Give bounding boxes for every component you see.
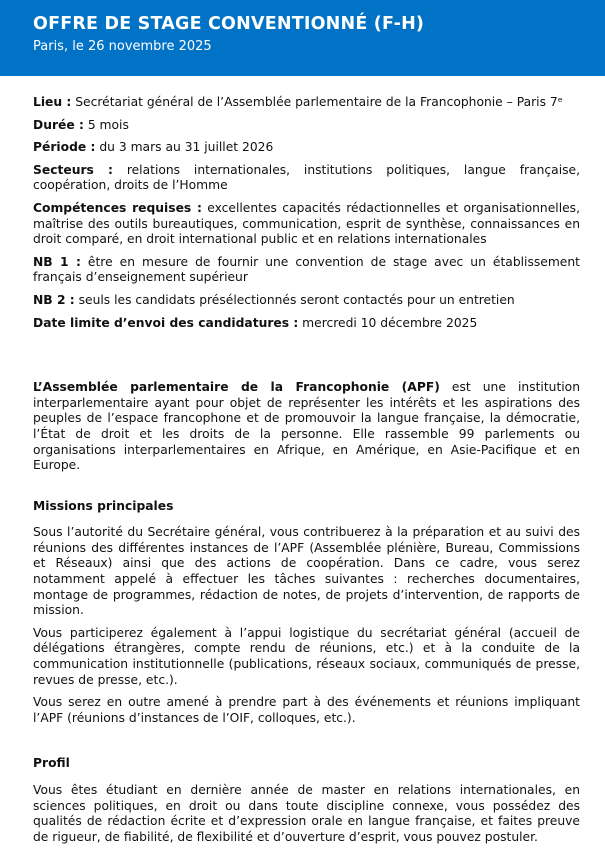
detail-nb2 <box>33 293 580 309</box>
missions-paragraph: Vous participerez également à l’appui logistique du secrétariat général (accueil de délégations étrangères, compte rendu de réunions, etc.) et à la conduite de la communication institutionnelle (publications, réseaux sociaux, communiqués de presse, revues de presse, etc.). <box>33 625 580 687</box>
missions-paragraph: Sous l’autorité du Secrétaire général, vous contribuerez à la préparation et au suivi des réunions des différentes instances de l’APF (Assemblée plénière, Bureau, Commissions et Réseaux) ainsi que des actions de coopération. Dans ce cadre, vous serez notamment appelé à effectuer les tâches suivantes : recherches documentaires, montage de programmes, rédaction de notes, de projets d’intervention, de rapports de mission. <box>33 525 580 618</box>
detail-value: être en mesure de fournir une convention de stage avec un établissement français d’enseignement supérieur <box>33 254 580 285</box>
detail-nb1 <box>33 255 580 286</box>
missions-paragraph: Vous serez en outre amené à prendre part à des événements et réunions impliquant l’APF (réunions d’instances de l’OIF, colloques, etc.). <box>33 695 580 725</box>
detail-competences <box>33 201 580 248</box>
profil-heading: Profil <box>33 756 70 771</box>
detail-value: du 3 mars au 31 juillet 2026 <box>95 140 274 155</box>
apf-text: est une institution interparlementaire ayant pour objet de représenter les intérêts et les aspirations des peuples de l’espace francophone et de promouvoir la langue française, la démocratie, l’État de droit et les droits de la personne. Elle rassemble 99 parlements ou organisations interparlementaires en Afrique, en Amérique, en Asie-Pacifique et en Europe. <box>33 380 580 473</box>
document-body <box>33 95 580 852</box>
detail-secteurs <box>33 163 580 194</box>
detail-value: excellentes capacités rédactionnelles et organisationnelles, maîtrise des outils bureautiques, communication, esprit de synthèse, connaissances en droit comparé, en droit international public et en relations internationales <box>33 200 581 247</box>
detail-value: mercredi 10 décembre 2025 <box>298 315 478 330</box>
detail-lieu <box>33 95 580 111</box>
detail-label: Période : <box>33 140 96 155</box>
detail-value: relations internationales, institutions politiques, langue française, coopération, droits de l’Homme <box>33 162 580 193</box>
detail-label: Date limite d’envoi des candidatures : <box>33 315 299 330</box>
page-title: OFFRE DE STAGE CONVENTIONNÉ (F-H) <box>33 14 425 34</box>
detail-value: seuls les candidats présélectionnés seront contactés pour un entretien <box>74 292 515 307</box>
detail-label: Durée : <box>33 117 84 132</box>
detail-value: 5 mois <box>83 117 129 132</box>
detail-label: Lieu : <box>33 95 72 109</box>
detail-label: Compétences requises : <box>33 200 202 215</box>
header-banner <box>0 0 605 76</box>
detail-date-limite <box>33 316 580 332</box>
detail-label: Secteurs : <box>33 162 113 177</box>
detail-label: NB 2 : <box>33 292 75 307</box>
detail-value: Secrétariat général de l’Assemblée parlementaire de la Francophonie – Paris 7ᵉ <box>71 95 563 109</box>
detail-periode <box>33 140 580 156</box>
detail-label: NB 1 : <box>33 254 81 269</box>
apf-name: L’Assemblée parlementaire de la Francophonie (APF) <box>33 380 440 395</box>
detail-duree <box>33 118 580 134</box>
apf-description <box>33 380 580 474</box>
page-date: Paris, le 26 novembre 2025 <box>33 39 212 54</box>
profil-paragraph: Vous êtes étudiant en dernière année de master en relations internationales, en sciences politiques, en droit ou dans toute discipline connexe, vous possédez des qualités de rédaction écrite et d’expression orale en langue française, et faites preuve de rigueur, de fiabilité, de flexibilité et d’ouverture d’esprit, vous pouvez postuler. <box>33 783 580 844</box>
missions-heading: Missions principales <box>33 498 174 513</box>
